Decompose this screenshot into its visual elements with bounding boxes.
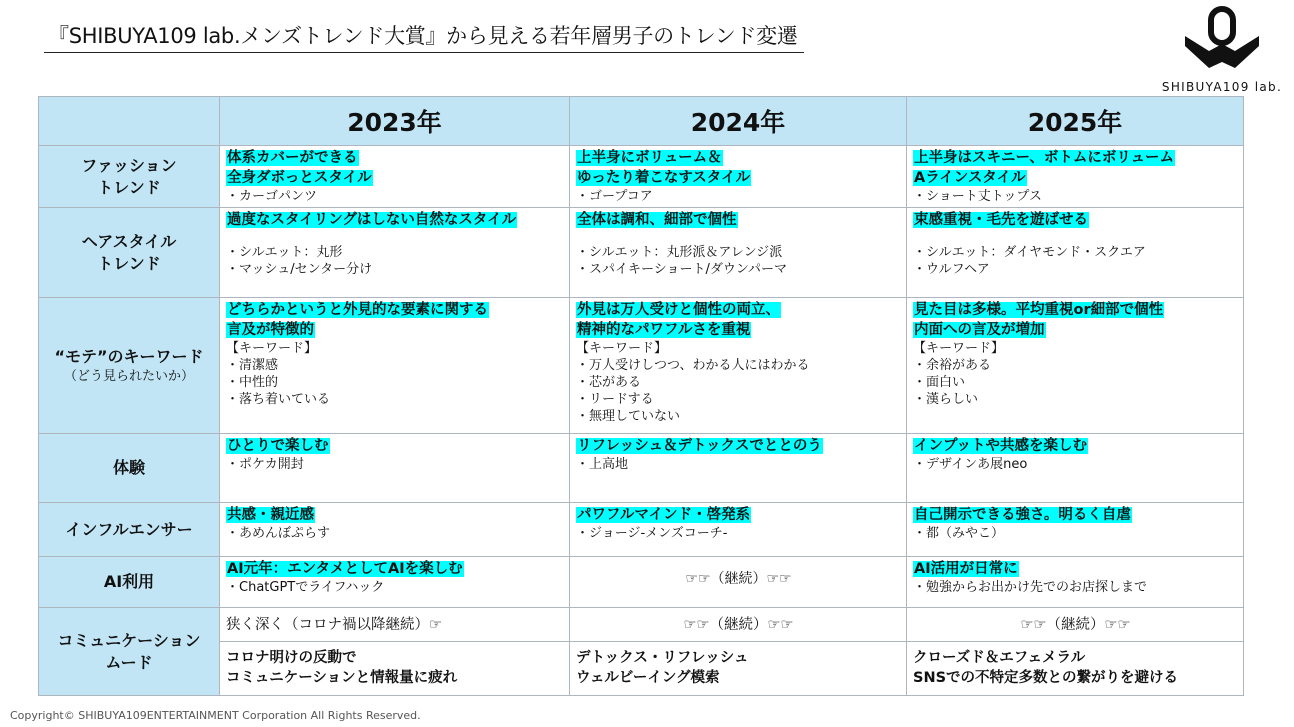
row-label-line: 体験: [112, 458, 145, 477]
brand-logo: [1160, 6, 1284, 98]
row-label-line: インフルエンサー: [65, 519, 193, 539]
list-item: ・万人受けしつつ、わかる人にはわかる: [576, 358, 810, 373]
cell-ai-2025: [907, 557, 1244, 608]
cell-experience-2024: [570, 434, 907, 503]
row-label-ai: [39, 557, 220, 608]
cell-hair-2023: [220, 208, 570, 298]
list-item: ・ポケカ開封: [226, 457, 304, 472]
row-label-communication: [39, 608, 220, 696]
logo-text: SHIBUYA109 lab.: [1161, 80, 1283, 94]
list-item: ・マッシュ/センター分け: [226, 262, 373, 277]
highlight-text: 上半身はスキニー、ボトムにボリューム: [914, 150, 1174, 166]
list-item: ・落ち着いている: [226, 392, 331, 407]
list-item: ・カーゴパンツ: [226, 189, 318, 204]
cell-comm-2025-bottom: [907, 642, 1244, 696]
list-item: ・シルエット：丸形派＆アレンジ派: [576, 245, 783, 260]
comm-text: クローズド＆エフェメラル: [913, 650, 1086, 666]
cell-comm-2024-bottom: [570, 642, 907, 696]
highlight-text: 全体は調和、細部で個性: [577, 212, 737, 228]
highlight-text: 内面への言及が増加: [914, 322, 1045, 338]
list-item: ・面白い: [913, 375, 966, 390]
list-item: ・ウルフヘア: [913, 262, 990, 277]
list-item: ・無理していない: [576, 409, 681, 424]
row-label-line: ムード: [105, 652, 153, 672]
keyword-heading: 【キーワード】: [226, 341, 318, 356]
row-label-line: トレンド: [97, 253, 161, 273]
cell-hair-2025: [907, 208, 1244, 298]
cell-experience-2023: [220, 434, 570, 503]
cell-ai-2023: [220, 557, 570, 608]
cell-hair-2024: [570, 208, 907, 298]
cell-mote-2025: [907, 298, 1244, 434]
cell-influencer-2023: [220, 503, 570, 557]
highlight-text: Aラインスタイル: [914, 170, 1026, 186]
corner-cell: [39, 97, 220, 146]
continued-text: ☞☞（継続）☞☞: [685, 571, 792, 587]
row-label-hair: [39, 208, 220, 298]
year-2025-header: 2025年: [907, 97, 1244, 146]
cell-ai-2024: [570, 557, 907, 608]
list-item: ・漢らしい: [913, 392, 979, 407]
trend-table: [38, 96, 1244, 696]
cell-comm-2024-top: [570, 608, 907, 642]
row-label-sub: （どう見られたいか）: [63, 368, 194, 384]
highlight-text: パワフルマインド・啓発系: [577, 507, 751, 523]
list-item: ・シルエット：丸形: [226, 245, 343, 260]
highlight-text: AI活用が日常に: [914, 561, 1018, 577]
row-label-influencer: [39, 503, 220, 557]
list-item: ・ゴープコア: [576, 189, 653, 204]
cell-mote-2023: [220, 298, 570, 434]
cell-fashion-2025: [907, 146, 1244, 208]
table-row-communication-bottom: [39, 642, 1244, 696]
list-item: ・都（みやこ）: [913, 526, 1005, 541]
cell-experience-2025: [907, 434, 1244, 503]
cell-mote-2024: [570, 298, 907, 434]
highlight-text: ゆったり着こなすスタイル: [577, 170, 750, 186]
highlight-text: 共感・親近感: [227, 507, 314, 523]
list-item: ・上高地: [576, 457, 629, 472]
table-row-ai: [39, 557, 1244, 608]
cell-influencer-2024: [570, 503, 907, 557]
continued-text: ☞☞（継続）☞☞: [683, 616, 794, 633]
list-item: ・リードする: [576, 392, 654, 407]
continued-text: 狭く深く（コロナ禍以降継続）☞: [226, 616, 442, 633]
row-label-experience: [39, 434, 220, 503]
continued-text: ☞☞（継続）☞☞: [1020, 616, 1131, 633]
row-label-line: “モテ”のキーワード: [54, 346, 204, 366]
row-label-mote: [39, 298, 220, 434]
page-title: 『SHIBUYA109 lab.メンズトレンド大賞』から見える若年層男子のトレンド変遷: [44, 20, 804, 53]
table-row-communication-top: [39, 608, 1244, 642]
cell-fashion-2024: [570, 146, 907, 208]
table-row-experience: [39, 434, 1244, 503]
row-label-line: AI利用: [103, 572, 155, 591]
cell-comm-2023-top: [220, 608, 570, 642]
highlight-text: 上半身にボリューム＆: [577, 150, 722, 166]
list-item: ・余裕がある: [913, 358, 992, 373]
highlight-text: 自己開示できる強さ。明るく自虐: [914, 507, 1131, 523]
list-item: ・ショート丈トップス: [913, 189, 1042, 204]
cell-comm-2023-bottom: [220, 642, 570, 696]
highlight-text: 外見は万人受けと個性の両立、: [577, 302, 780, 318]
comm-text: コロナ明けの反動で: [226, 650, 357, 666]
copyright-text: Copyright© SHIBUYA109ENTERTAINMENT Corporation All Rights Reserved.: [10, 709, 421, 722]
list-item: ・あめんぼぷらす: [226, 526, 331, 541]
highlight-text: 見た目は多様。平均重視or細部で個性: [914, 302, 1164, 318]
cell-fashion-2023: [220, 146, 570, 208]
list-item: ・ChatGPTでライフハック: [226, 580, 385, 595]
row-label-line: ファッション: [81, 155, 177, 175]
highlight-text: 束感重視・毛先を遊ばせる: [914, 212, 1088, 228]
table-row-fashion: [39, 146, 1244, 208]
highlight-text: 全身ダボっとスタイル: [227, 170, 372, 186]
table-row-mote: [39, 298, 1244, 434]
highlight-text: リフレッシュ＆デトックスでととのう: [577, 438, 822, 454]
highlight-text: インプットや共感を楽しむ: [914, 438, 1087, 454]
comm-text: デトックス・リフレッシュ: [576, 650, 749, 666]
row-label-fashion: [39, 146, 220, 208]
table-row-influencer: [39, 503, 1244, 557]
highlight-text: AI元年：エンタメとしてAIを楽しむ: [227, 561, 463, 577]
list-item: ・清潔感: [226, 358, 279, 373]
table-row-hair: [39, 208, 1244, 298]
highlight-text: 過度なスタイリングはしない自然なスタイル: [227, 212, 517, 228]
highlight-text: 精神的なパワフルさを重視: [577, 322, 751, 338]
list-item: ・芯がある: [576, 375, 642, 390]
year-2023-header: 2023年: [220, 97, 570, 146]
list-item: ・シルエット：ダイヤモンド・スクエア: [913, 245, 1146, 260]
list-item: ・ジョージ-メンズコーチ-: [576, 526, 728, 541]
highlight-text: 言及が特徴的: [227, 322, 314, 338]
list-item: ・デザインあ展neo: [913, 457, 1028, 472]
highlight-text: ひとりで楽しむ: [227, 438, 329, 454]
cell-influencer-2025: [907, 503, 1244, 557]
list-item: ・中性的: [226, 375, 279, 390]
list-item: ・勉強からお出かけ先でのお店探しまで: [913, 580, 1148, 595]
header-row: [39, 97, 1244, 146]
cell-comm-2025-top: [907, 608, 1244, 642]
list-item: ・スパイキーショート/ダウンパーマ: [576, 262, 787, 277]
comm-text: コミュニケーションと情報量に疲れ: [226, 670, 458, 686]
comm-text: SNSでの不特定多数との繋がりを避ける: [913, 670, 1179, 686]
highlight-text: 体系カバーができる: [227, 150, 358, 166]
logo-mark-icon: [1182, 6, 1262, 74]
year-2024-header: 2024年: [570, 97, 907, 146]
comm-text: ウェルビーイング模索: [576, 670, 720, 686]
row-label-line: ヘアスタイル: [81, 231, 177, 251]
row-label-line: トレンド: [97, 177, 161, 197]
keyword-heading: 【キーワード】: [913, 341, 1005, 356]
row-label-line: コミュニケーション: [57, 630, 201, 650]
keyword-heading: 【キーワード】: [576, 341, 668, 356]
highlight-text: どちらかというと外見的な要素に関する: [227, 302, 488, 318]
